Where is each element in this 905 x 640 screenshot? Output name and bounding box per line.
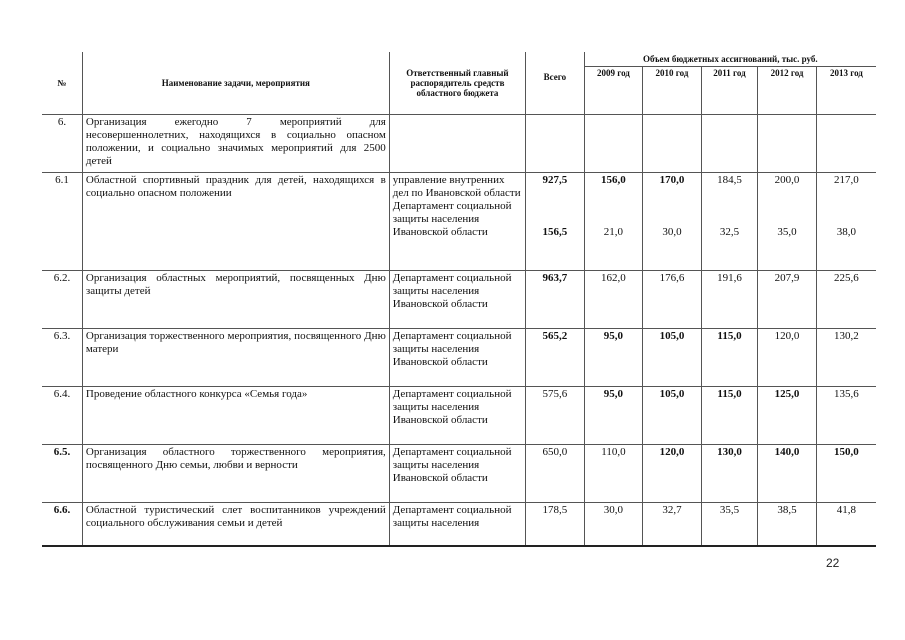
row-name: Проведение областного конкурса «Семья года» — [82, 386, 389, 444]
table-row — [42, 172, 876, 270]
row-2010: 105,0 — [643, 328, 702, 386]
row-total: 178,5 — [526, 502, 585, 546]
row-2010 — [643, 114, 702, 172]
row-2013: 41,8 — [816, 502, 876, 546]
row-2011 — [701, 114, 758, 172]
row-total: 575,6 — [526, 386, 585, 444]
row-2010: 105,0 — [643, 386, 702, 444]
value-b: 32,5 — [719, 225, 740, 238]
header-year-2010: 2010 год — [643, 66, 702, 114]
row-2009 — [584, 114, 643, 172]
value-b: 156,5 — [542, 225, 568, 238]
row-name: Организация областного торжественного мероприятия, посвященного Дню семьи, любви и верности — [82, 444, 389, 502]
row-2010 — [643, 172, 702, 270]
row-2010: 176,6 — [643, 270, 702, 328]
row-2012 — [758, 114, 817, 172]
row-responsible — [389, 114, 525, 172]
value-a: 200,0 — [774, 173, 800, 186]
row-num: 6. — [42, 114, 82, 172]
row-2012: 125,0 — [758, 386, 817, 444]
row-2010: 32,7 — [643, 502, 702, 546]
row-num: 6.4. — [42, 386, 82, 444]
row-2011: 115,0 — [701, 328, 758, 386]
row-2013: 225,6 — [816, 270, 876, 328]
row-2009: 162,0 — [584, 270, 643, 328]
row-2013: 150,0 — [816, 444, 876, 502]
row-responsible: Департамент социальной защиты населения Ивановской области — [389, 386, 525, 444]
value-b: 35,0 — [777, 225, 797, 238]
row-2009: 110,0 — [584, 444, 643, 502]
header-volume: Объем бюджетных ассигнований, тыс. руб. — [584, 52, 876, 66]
row-responsible: управление внутренних дел по Ивановской области Департамент социальной защиты населения Ивановской области — [389, 172, 525, 270]
row-num: 6.2. — [42, 270, 82, 328]
budget-table — [42, 52, 876, 547]
value-b: 21,0 — [603, 225, 624, 238]
row-name: Областной туристический слет воспитанников учреждений социального обслуживания семьи и детей — [82, 502, 389, 546]
row-total: 565,2 — [526, 328, 585, 386]
row-name: Организация торжественного мероприятия, посвященного Дню матери — [82, 328, 389, 386]
row-total: 650,0 — [526, 444, 585, 502]
row-2013: 130,2 — [816, 328, 876, 386]
row-2010: 120,0 — [643, 444, 702, 502]
header-year-2011: 2011 год — [701, 66, 758, 114]
row-num: 6.5. — [42, 444, 82, 502]
row-total: 963,7 — [526, 270, 585, 328]
row-responsible: Департамент социальной защиты населения Ивановской области — [389, 444, 525, 502]
table-row — [42, 502, 876, 546]
value-a: 170,0 — [659, 173, 685, 186]
table-row — [42, 444, 876, 502]
row-num: 6.6. — [42, 502, 82, 546]
header-year-2009: 2009 год — [584, 66, 643, 114]
value-b: 38,0 — [836, 225, 857, 238]
row-num: 6.3. — [42, 328, 82, 386]
row-2012: 140,0 — [758, 444, 817, 502]
header-num: № — [42, 52, 82, 114]
table-row — [42, 386, 876, 444]
row-2011: 191,6 — [701, 270, 758, 328]
header-responsible: Ответственный главный распорядитель средств областного бюджета — [389, 52, 525, 114]
table-row — [42, 328, 876, 386]
row-name: Организация ежегодно 7 мероприятий для несовершеннолетних, находящихся в социально опасном положении, и социально значимых мероприятий для 2500 детей — [82, 114, 389, 172]
page-number: 22 — [826, 556, 840, 570]
row-2012: 120,0 — [758, 328, 817, 386]
row-2011 — [701, 172, 758, 270]
value-a: 217,0 — [834, 173, 859, 186]
row-total — [526, 114, 585, 172]
header-year-2013: 2013 год — [816, 66, 876, 114]
table-row — [42, 114, 876, 172]
row-2009: 95,0 — [584, 328, 643, 386]
row-name: Организация областных мероприятий, посвященных Дню защиты детей — [82, 270, 389, 328]
value-a: 156,0 — [601, 173, 626, 186]
row-responsible: Департамент социальной защиты населения — [389, 502, 525, 546]
table-row — [42, 270, 876, 328]
value-b: 30,0 — [662, 225, 682, 238]
row-2011: 115,0 — [701, 386, 758, 444]
row-2009 — [584, 172, 643, 270]
row-name: Областной спортивный праздник для детей, находящихся в социально опасном положении — [82, 172, 389, 270]
row-2013 — [816, 172, 876, 270]
row-2011: 35,5 — [701, 502, 758, 546]
row-2011: 130,0 — [701, 444, 758, 502]
row-2012 — [758, 172, 817, 270]
row-total — [526, 172, 585, 270]
row-2013 — [816, 114, 876, 172]
row-2012: 38,5 — [758, 502, 817, 546]
row-num: 6.1 — [42, 172, 82, 270]
value-a: 184,5 — [717, 173, 742, 186]
value-a: 927,5 — [542, 173, 568, 186]
row-2009: 95,0 — [584, 386, 643, 444]
header-year-2012: 2012 год — [758, 66, 817, 114]
header-total: Всего — [526, 52, 585, 114]
row-responsible: Департамент социальной защиты населения Ивановской области — [389, 270, 525, 328]
row-2013: 135,6 — [816, 386, 876, 444]
row-2012: 207,9 — [758, 270, 817, 328]
row-2009: 30,0 — [584, 502, 643, 546]
header-name: Наименование задачи, мероприятия — [82, 52, 389, 114]
row-responsible: Департамент социальной защиты населения Ивановской области — [389, 328, 525, 386]
